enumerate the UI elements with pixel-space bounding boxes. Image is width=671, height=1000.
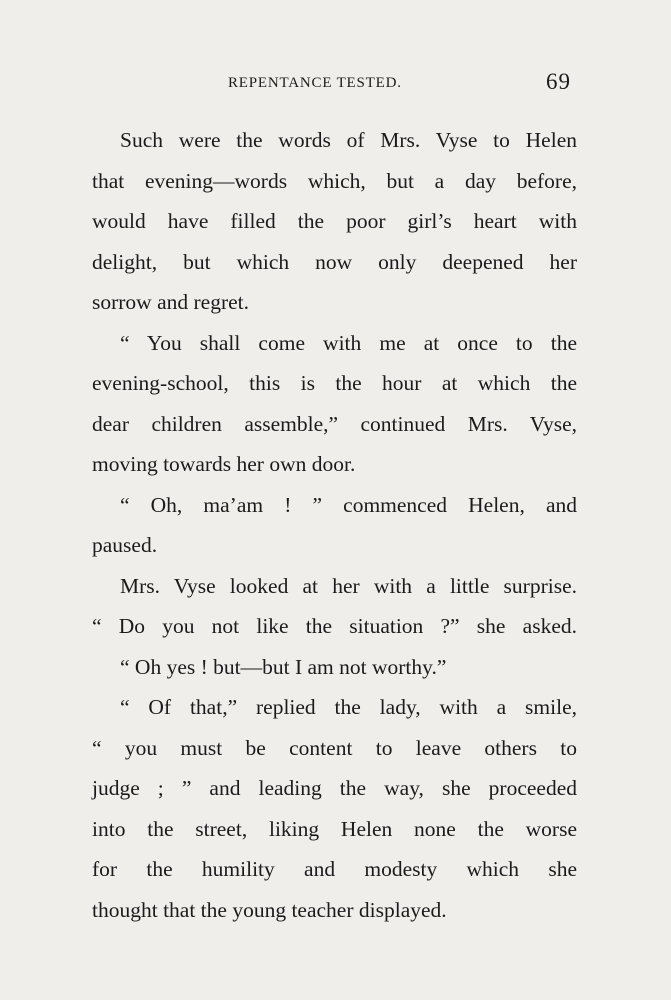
text-line: moving towards her own door. xyxy=(92,452,356,476)
text-line: sorrow and regret. xyxy=(92,290,250,314)
text-line: “ Oh, ma’am ! ” commenced Helen, and xyxy=(120,492,577,517)
text-line: dear children assemble,” continued Mrs. Vyse, xyxy=(92,411,577,436)
text-line: evening-school, this is the hour at which the xyxy=(92,371,577,395)
text-line: thought that the young teacher displayed. xyxy=(92,897,447,922)
text-line: for the humility and modesty which she xyxy=(92,857,577,881)
text-line: “ Of that,” replied the lady, with a smile, xyxy=(120,695,577,719)
body-text xyxy=(92,120,577,930)
text-line: paused. xyxy=(92,533,158,557)
running-head: REPENTANCE TESTED. xyxy=(228,75,402,91)
text-line: “ Oh yes ! but—but I am not worthy.” xyxy=(120,654,447,679)
text-line: that evening—words which, but a day before, xyxy=(92,168,577,193)
text-line: “ you must be content to leave others to xyxy=(92,735,577,760)
text-line: Mrs. Vyse looked at her with a little surprise. xyxy=(120,573,577,598)
text-line: “ You shall come with me at once to the xyxy=(120,330,577,355)
text-line: would have filled the poor girl’s heart with xyxy=(92,209,577,233)
text-line: “ Do you not like the situation ?” she asked. xyxy=(92,614,577,638)
text-line: Such were the words of Mrs. Vyse to Helen xyxy=(120,128,577,152)
text-line: judge ; ” and leading the way, she proceeded xyxy=(92,776,577,800)
text-line: into the street, liking Helen none the worse xyxy=(92,816,577,841)
text-line: delight, but which now only deepened her xyxy=(92,249,577,274)
page-number: 69 xyxy=(546,69,571,94)
